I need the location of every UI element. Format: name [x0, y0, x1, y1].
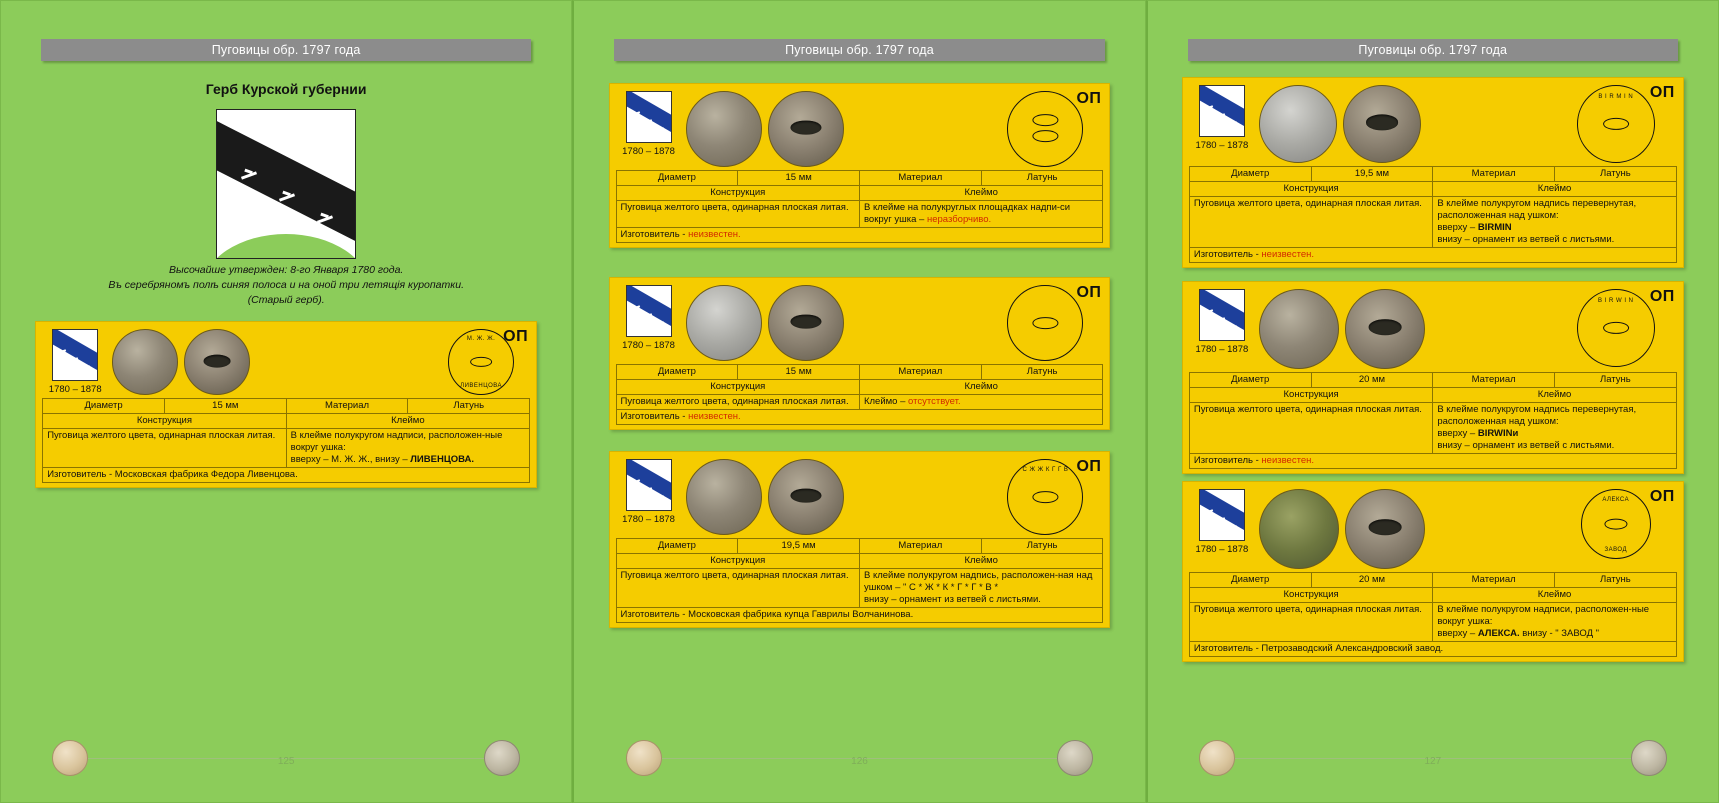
table-row — [616, 608, 1103, 623]
value-stamp — [859, 569, 1102, 608]
chip-date: 1780 – 1878 — [622, 514, 675, 525]
page-126 — [572, 0, 1145, 803]
button-card — [35, 321, 537, 488]
value-material: Латунь — [981, 539, 1103, 554]
stamp-desc: Клеймо – — [863, 396, 909, 407]
label-material: Материал — [859, 171, 981, 186]
button-images — [42, 327, 530, 396]
label-construction: Конструкция — [43, 414, 286, 429]
value-material: Латунь — [408, 399, 530, 414]
label-construction: Конструкция — [616, 186, 859, 201]
table-row — [616, 228, 1103, 243]
stamp-bottom-text: ЗАВОД — [1604, 546, 1628, 553]
page-header: Пуговицы обр. 1797 года — [41, 39, 531, 61]
op-badge: ОП — [1076, 90, 1102, 107]
spec-table — [42, 398, 530, 483]
stamp-top-text: М. Ж. Ж. — [466, 336, 496, 343]
value-material: Латунь — [1555, 573, 1677, 588]
stamp-diagram — [1007, 285, 1083, 361]
arms-caption-line-2: Въ серебряномъ полѣ синяя полоса и на оной три летящія куропатки. — [108, 279, 464, 291]
table-row — [616, 395, 1103, 410]
stamp-desc-second: внизу – орнамент из ветвей с листьями. — [863, 594, 1041, 605]
label-material: Материал — [286, 399, 408, 414]
label-diameter: Диаметр — [1189, 373, 1311, 388]
button-card — [1182, 281, 1684, 474]
heraldic-chip — [618, 285, 680, 351]
table-row — [43, 429, 530, 468]
spec-table — [1189, 572, 1677, 657]
value-construction: Пуговица желтого цвета, одинарная плоская литая. — [43, 429, 286, 468]
value-maker — [1189, 248, 1676, 263]
op-badge: ОП — [1076, 458, 1102, 475]
button-card — [609, 277, 1111, 430]
button-obverse-photo — [686, 91, 762, 167]
op-badge: ОП — [503, 328, 529, 345]
button-obverse-photo — [1259, 289, 1339, 369]
table-row — [1189, 182, 1676, 197]
label-material: Материал — [1433, 167, 1555, 182]
table-row — [616, 554, 1103, 569]
label-diameter: Диаметр — [1189, 573, 1311, 588]
label-stamp: Клеймо — [1433, 182, 1676, 197]
button-images — [616, 89, 1104, 168]
label-material: Материал — [1433, 573, 1555, 588]
maker-note: неизвестен. — [688, 411, 741, 422]
maker-prefix: Изготовитель - — [1193, 455, 1262, 466]
stamp-desc-second: внизу – орнамент из ветвей с листьями. — [1437, 440, 1615, 451]
value-material: Латунь — [981, 365, 1103, 380]
value-maker: Изготовитель - Петрозаводский Александровский завод. — [1189, 642, 1676, 657]
maker-prefix: Изготовитель - — [1193, 249, 1262, 260]
coat-of-arms-icon — [216, 109, 356, 259]
stamp-diagram — [1577, 289, 1655, 367]
value-diameter: 15 мм — [738, 365, 860, 380]
spec-table — [1189, 372, 1677, 469]
label-diameter: Диаметр — [616, 539, 738, 554]
table-row — [1189, 197, 1676, 248]
value-material: Латунь — [981, 171, 1103, 186]
arms-caption — [1, 263, 571, 308]
button-reverse-photo — [768, 285, 844, 361]
value-stamp — [1433, 197, 1676, 248]
chip-date: 1780 – 1878 — [48, 384, 102, 395]
button-images — [616, 457, 1104, 536]
value-stamp — [1433, 603, 1676, 642]
stamp-top-text: С Ж Ж К Г Г В — [1022, 467, 1069, 474]
stamp-desc-note: отсутствует. — [908, 396, 961, 407]
label-construction: Конструкция — [1189, 588, 1432, 603]
value-construction: Пуговица желтого цвета, одинарная плоская литая. — [1189, 197, 1432, 248]
button-obverse-photo — [686, 285, 762, 361]
button-card — [1182, 481, 1684, 662]
stamp-top-text: АЛЕКСА — [1602, 496, 1630, 503]
stamp-line-text: вверху – — [1437, 428, 1478, 439]
spec-table — [616, 364, 1104, 425]
button-obverse-photo — [686, 459, 762, 535]
button-card — [609, 451, 1111, 628]
stamp-diagram — [448, 329, 514, 395]
label-material: Материал — [859, 539, 981, 554]
value-diameter: 20 мм — [1311, 373, 1433, 388]
table-row — [1189, 403, 1676, 454]
button-obverse-photo — [112, 329, 178, 395]
value-diameter: 19,5 мм — [738, 539, 860, 554]
button-obverse-photo — [1259, 85, 1337, 163]
spec-table — [616, 538, 1104, 623]
page-number: 125 — [277, 756, 295, 767]
stamp-desc: В клейме полукругом надписи, расположен-ные вокруг ушка: — [1437, 604, 1650, 627]
table-row — [616, 539, 1103, 554]
button-reverse-photo — [768, 459, 844, 535]
stamp-line — [291, 454, 525, 466]
value-construction: Пуговица желтого цвета, одинарная плоская литая. — [616, 201, 859, 228]
stamp-line-bold: ЛИВЕНЦОВА. — [410, 454, 475, 465]
value-diameter: 15 мм — [164, 399, 286, 414]
label-diameter: Диаметр — [616, 365, 738, 380]
label-material: Материал — [1433, 373, 1555, 388]
table-row — [1189, 588, 1676, 603]
button-images — [1189, 83, 1677, 164]
maker-prefix: Изготовитель - — [620, 229, 689, 240]
table-row — [43, 399, 530, 414]
button-card — [1182, 77, 1684, 268]
stamp-line-text: вверху – — [1437, 222, 1478, 233]
button-card — [609, 83, 1111, 248]
chip-date: 1780 – 1878 — [1195, 344, 1249, 355]
op-badge: ОП — [1649, 288, 1675, 305]
value-stamp — [286, 429, 529, 468]
value-diameter: 19,5 мм — [1311, 167, 1433, 182]
arms-caption-line-1: Высочайше утвержден: 8-го Января 1780 года. — [168, 264, 404, 276]
button-images — [616, 283, 1104, 362]
stamp-desc: В клейме полукругом надпись, расположен-ная над ушком – " С * Ж * К * Г * Г * В * — [863, 570, 1093, 593]
table-row — [616, 569, 1103, 608]
stamp-desc: В клейме полукругом надписи, расположен-ные вокруг ушка: — [290, 430, 503, 453]
value-diameter: 15 мм — [738, 171, 860, 186]
arms-caption-line-3: (Старый герб). — [247, 294, 325, 306]
button-images — [1189, 287, 1677, 370]
button-reverse-photo — [1345, 489, 1425, 569]
maker-prefix: Изготовитель - — [620, 411, 689, 422]
page-125 — [0, 0, 572, 803]
label-stamp: Клеймо — [859, 186, 1102, 201]
stamp-line — [1437, 222, 1671, 234]
value-construction: Пуговица желтого цвета, одинарная плоская литая. — [1189, 603, 1432, 642]
table-row — [616, 365, 1103, 380]
op-badge: ОП — [1649, 84, 1675, 101]
value-material: Латунь — [1555, 373, 1677, 388]
table-row — [1189, 603, 1676, 642]
label-stamp: Клеймо — [286, 414, 529, 429]
table-row — [1189, 373, 1676, 388]
stamp-line-text: вверху – — [1437, 628, 1478, 639]
page-number: 126 — [851, 756, 868, 767]
spec-table — [1189, 166, 1677, 263]
value-maker — [616, 410, 1103, 425]
heraldic-chip — [618, 91, 680, 157]
table-row — [1189, 642, 1676, 657]
page-header: Пуговицы обр. 1797 года — [1188, 39, 1678, 61]
chip-date: 1780 – 1878 — [622, 146, 675, 157]
stamp-top-text: B I R W I N — [1598, 297, 1634, 304]
table-row — [616, 171, 1103, 186]
label-diameter: Диаметр — [43, 399, 165, 414]
stamp-desc-note: неразборчиво. — [926, 214, 992, 225]
value-maker: Изготовитель - Московская фабрика купца Гаврилы Волчанинова. — [616, 608, 1103, 623]
table-row — [1189, 248, 1676, 263]
chip-date: 1780 – 1878 — [1195, 544, 1249, 555]
value-diameter: 20 мм — [1311, 573, 1433, 588]
heraldic-chip — [1191, 489, 1253, 555]
stamp-desc: В клейме полукругом надпись перевернутая, расположенная над ушком: — [1437, 198, 1637, 221]
arms-title: Герб Курской губернии — [205, 81, 367, 97]
page-number: 127 — [1424, 756, 1442, 767]
value-maker — [1189, 454, 1676, 469]
table-row — [43, 468, 530, 483]
table-row — [43, 414, 530, 429]
op-badge: ОП — [1649, 488, 1675, 505]
stamp-top-text: B I R M I N — [1598, 93, 1634, 100]
label-construction: Конструкция — [616, 380, 859, 395]
label-construction: Конструкция — [1189, 182, 1432, 197]
button-reverse-photo — [1343, 85, 1421, 163]
op-badge: ОП — [1076, 284, 1102, 301]
label-construction: Конструкция — [616, 554, 859, 569]
button-reverse-photo — [1345, 289, 1425, 369]
heraldic-chip — [44, 329, 106, 395]
value-stamp — [1433, 403, 1676, 454]
stamp-line-bold: АЛЕКСА. — [1477, 628, 1520, 639]
stamp-line — [1437, 628, 1671, 640]
label-stamp: Клеймо — [859, 380, 1102, 395]
value-construction: Пуговица желтого цвета, одинарная плоская литая. — [616, 569, 859, 608]
stamp-line — [1437, 428, 1671, 440]
heraldic-chip — [1191, 85, 1253, 151]
value-construction: Пуговица желтого цвета, одинарная плоская литая. — [616, 395, 859, 410]
maker-note: неизвестен. — [688, 229, 741, 240]
label-material: Материал — [859, 365, 981, 380]
heraldic-chip — [618, 459, 680, 525]
value-stamp — [859, 395, 1102, 410]
page-header: Пуговицы обр. 1797 года — [614, 39, 1104, 61]
stamp-line-tail: внизу - " ЗАВОД " — [1519, 628, 1600, 639]
value-construction: Пуговица желтого цвета, одинарная плоская литая. — [1189, 403, 1432, 454]
label-construction: Конструкция — [1189, 388, 1432, 403]
table-row — [1189, 167, 1676, 182]
button-reverse-photo — [768, 91, 844, 167]
heraldic-chip — [1191, 289, 1253, 355]
table-row — [1189, 388, 1676, 403]
stamp-desc-second: внизу – орнамент из ветвей с листьями. — [1437, 234, 1615, 245]
table-row — [616, 201, 1103, 228]
value-stamp — [859, 201, 1102, 228]
label-diameter: Диаметр — [616, 171, 738, 186]
value-material: Латунь — [1555, 167, 1677, 182]
stamp-line-bold: BIRWINи — [1477, 428, 1519, 439]
button-obverse-photo — [1259, 489, 1339, 569]
stamp-line-bold: BIRMIN — [1477, 222, 1512, 233]
chip-date: 1780 – 1878 — [622, 340, 675, 351]
spec-table — [616, 170, 1104, 243]
table-row — [616, 186, 1103, 201]
stamp-desc: В клейме на полукруглых площадках надпи-си вокруг ушка – — [863, 202, 1071, 225]
stamp-diagram — [1577, 85, 1655, 163]
button-images — [1189, 487, 1677, 570]
label-stamp: Клеймо — [1433, 588, 1676, 603]
value-maker — [616, 228, 1103, 243]
button-reverse-photo — [184, 329, 250, 395]
table-row — [1189, 454, 1676, 469]
table-row — [616, 380, 1103, 395]
page-127 — [1146, 0, 1719, 803]
label-stamp: Клеймо — [859, 554, 1102, 569]
table-row — [616, 410, 1103, 425]
stamp-bottom-text: ЛИВЕНЦОВА — [460, 382, 503, 389]
maker-note: неизвестен. — [1261, 455, 1315, 466]
chip-date: 1780 – 1878 — [1195, 140, 1249, 151]
label-diameter: Диаметр — [1189, 167, 1311, 182]
label-stamp: Клеймо — [1433, 388, 1676, 403]
maker-note: неизвестен. — [1261, 249, 1315, 260]
table-row — [1189, 573, 1676, 588]
value-maker: Изготовитель - Московская фабрика Федора Ливенцова. — [43, 468, 530, 483]
stamp-line-text: вверху – М. Ж. Ж., внизу – — [290, 454, 411, 465]
stamp-desc: В клейме полукругом надпись перевернутая, расположенная над ушком: — [1437, 404, 1637, 427]
stamp-diagram — [1007, 91, 1083, 167]
stamp-diagram — [1581, 489, 1651, 559]
stamp-diagram — [1007, 459, 1083, 535]
